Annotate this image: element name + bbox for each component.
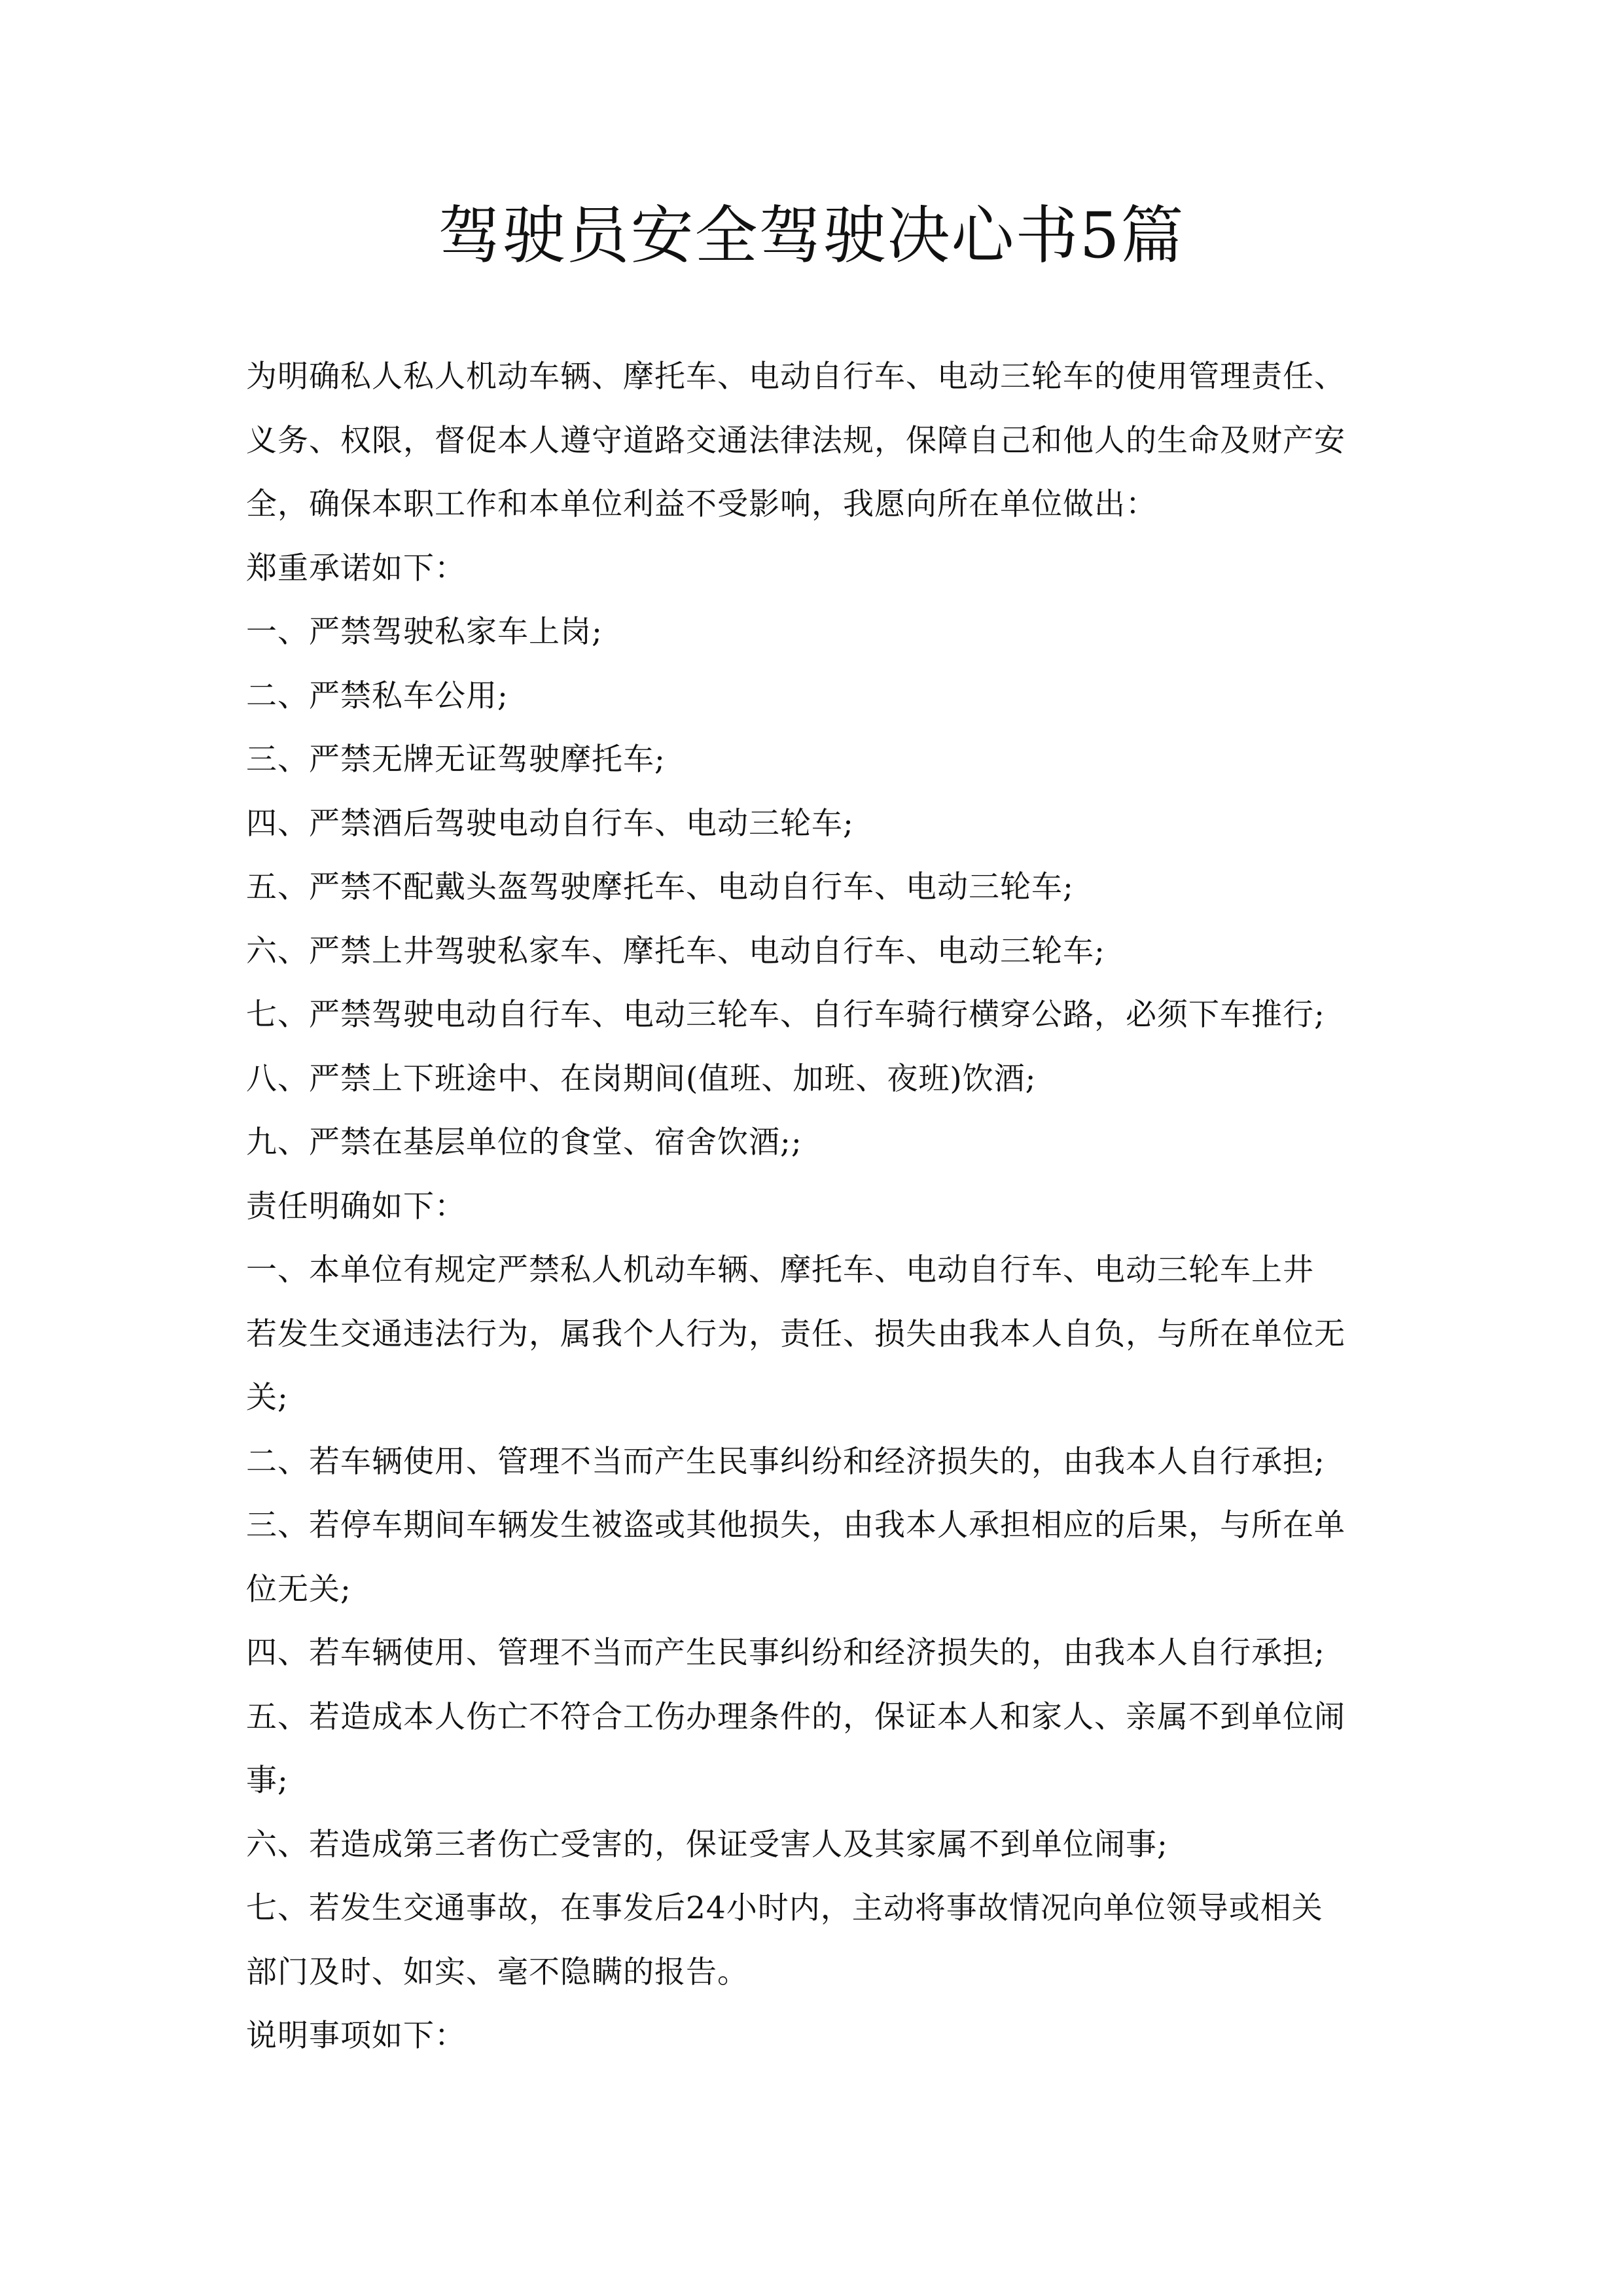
document-body — [246, 345, 1424, 2068]
responsibility-item-7-line-1: 七、若发生交通事故，在事发后24小时内，主动将事故情况向单位领导或相关 — [246, 1890, 1323, 1926]
commitment-item-7: 七、严禁驾驶电动自行车、电动三轮车、自行车骑行横穿公路，必须下车推行; — [246, 997, 1325, 1033]
responsibility-item-7-line-2: 部门及时、如实、毫不隐瞒的报告。 — [246, 1954, 749, 1990]
responsibility-item-1-line-2: 若发生交通违法行为，属我个人行为，责任、损失由我本人自负，与所在单位无 — [246, 1316, 1346, 1352]
responsibility-item-6: 六、若造成第三者伤亡受害的，保证受害人及其家属不到单位闹事; — [246, 1826, 1168, 1863]
responsibility-item-4: 四、若车辆使用、管理不当而产生民事纠纷和经济损失的，由我本人自行承担; — [246, 1635, 1325, 1671]
responsibility-item-1-line-1: 一、本单位有规定严禁私人机动车辆、摩托车、电动自行车、电动三轮车上井 — [246, 1252, 1314, 1288]
commitment-item-2: 二、严禁私车公用; — [246, 677, 508, 714]
section-heading-responsibilities: 责任明确如下： — [246, 1188, 466, 1225]
body-line-2: 义务、权限，督促本人遵守道路交通法律法规，保障自己和他人的生命及财产安 — [246, 422, 1346, 459]
commitment-item-5: 五、严禁不配戴头盔驾驶摩托车、电动自行车、电动三轮车; — [246, 869, 1074, 905]
commitment-item-9: 九、严禁在基层单位的食堂、宿舍饮酒;; — [246, 1124, 802, 1160]
responsibility-item-3-line-2: 位无关; — [246, 1571, 351, 1607]
commitment-item-6: 六、严禁上井驾驶私家车、摩托车、电动自行车、电动三轮车; — [246, 933, 1105, 969]
commitment-item-4: 四、严禁酒后驾驶电动自行车、电动三轮车; — [246, 805, 854, 842]
section-heading-notes: 说明事项如下： — [246, 2018, 466, 2054]
responsibility-item-1-line-3: 关; — [246, 1380, 289, 1416]
commitment-item-1: 一、严禁驾驶私家车上岗; — [246, 614, 603, 650]
section-heading-commitments: 郑重承诺如下： — [246, 550, 466, 586]
body-line-3: 全，确保本职工作和本单位利益不受影响，我愿向所在单位做出： — [246, 486, 1157, 522]
responsibility-item-5-line-1: 五、若造成本人伤亡不符合工伤办理条件的，保证本人和家人、亲属不到单位闹 — [246, 1698, 1346, 1735]
commitment-item-8: 八、严禁上下班途中、在岗期间(值班、加班、夜班)饮酒; — [246, 1060, 1037, 1097]
responsibility-item-3-line-1: 三、若停车期间车辆发生被盗或其他损失，由我本人承担相应的后果，与所在单 — [246, 1507, 1346, 1543]
document-title: 驾驶员安全驾驶决心书5篇 — [438, 199, 1185, 272]
responsibility-item-5-line-2: 事; — [246, 1763, 289, 1799]
commitment-item-3: 三、严禁无牌无证驾驶摩托车; — [246, 742, 666, 778]
body-line-1: 为明确私人私人机动车辆、摩托车、电动自行车、电动三轮车的使用管理责任、 — [246, 359, 1346, 395]
responsibility-item-2: 二、若车辆使用、管理不当而产生民事纠纷和经济损失的，由我本人自行承担; — [246, 1443, 1325, 1480]
